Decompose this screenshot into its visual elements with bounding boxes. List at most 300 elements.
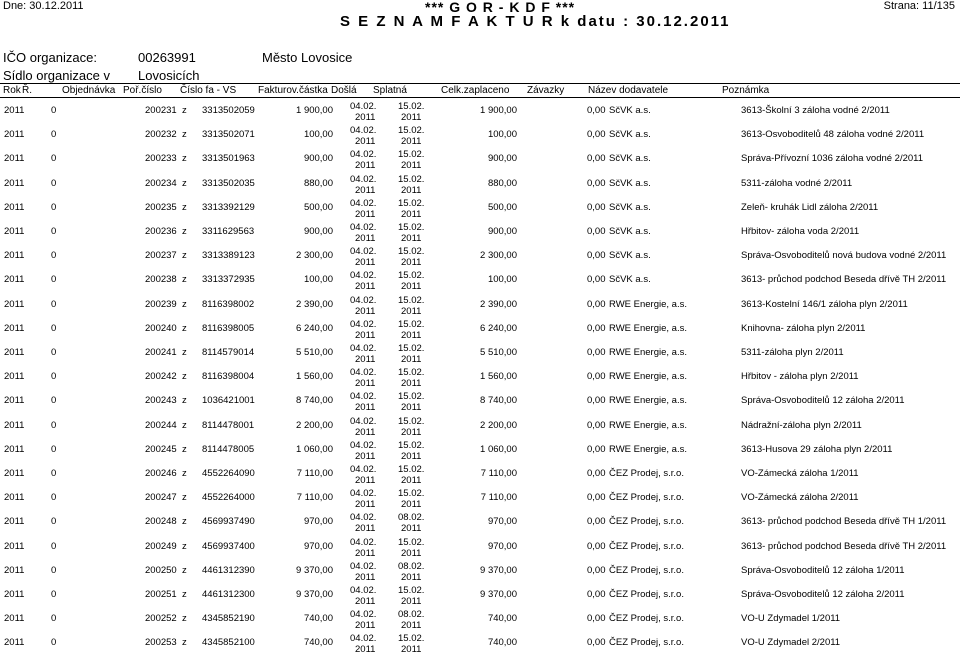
cell-dosla2: 2011: [355, 354, 376, 365]
cell-dosla1: 04.02.: [350, 536, 377, 548]
cell-r: 0: [51, 105, 57, 116]
cell-vs: 8114478005: [202, 443, 255, 455]
table-row: [0, 511, 960, 535]
cell-splatna1: 15.02.: [398, 197, 425, 209]
cell-dosla1: 04.02.: [350, 222, 377, 233]
cell-zavazky: 0,00: [587, 419, 606, 431]
table-row: [0, 584, 960, 608]
cell-splatna2: 2011: [401, 112, 422, 123]
column-header-10: Název dodavatele: [588, 85, 669, 96]
cell-splatna2: 2011: [401, 208, 422, 220]
column-header-3: Poř.číslo: [123, 85, 162, 96]
table-row: [0, 318, 960, 342]
cell-dosla2: 2011: [355, 426, 376, 438]
cell-poznamka: 3613- průchod podchod Beseda dřívě TH 2/2011: [741, 274, 947, 286]
cell-splatna1: 15.02.: [398, 101, 425, 112]
cell-splatna2: 2011: [401, 547, 422, 559]
cell-poznamka: Správa-Osvoboditelů nová budova vodné 2/2011: [741, 250, 947, 262]
cell-castka: 8 740,00: [296, 395, 333, 407]
cell-dosla2: 2011: [355, 208, 376, 220]
cell-dodavatel: SčVK a.s.: [609, 274, 651, 286]
cell-dosla2: 2011: [355, 571, 376, 583]
cell-splatna1: 15.02.: [398, 125, 425, 137]
cell-poznamka: 3613- průchod podchod Beseda dřívě TH 1/2011: [741, 516, 947, 528]
cell-splatna2: 2011: [401, 475, 422, 486]
cell-z: z: [182, 564, 187, 576]
cell-r: 0: [51, 129, 57, 141]
cell-zaplaceno: 880,00: [487, 177, 517, 189]
table-row: [0, 439, 960, 463]
cell-rok: 2011: [4, 637, 25, 649]
cell-dosla1: 04.02.: [350, 585, 377, 596]
cell-dosla2: 2011: [355, 499, 376, 511]
cell-zaplaceno: 100,00: [487, 274, 517, 286]
cell-poznamka: 3613-Osvoboditelů 48 záloha vodné 2/2011: [741, 129, 925, 141]
cell-r: 0: [51, 201, 57, 213]
cell-r: 0: [51, 274, 57, 286]
cell-dosla2: 2011: [355, 160, 376, 172]
cell-vs: 1036421001: [202, 395, 255, 407]
cell-splatna2: 2011: [401, 450, 422, 462]
cell-vs: 8116398004: [202, 371, 255, 383]
cell-splatna2: 2011: [401, 644, 422, 656]
cell-rok: 2011: [4, 177, 25, 189]
cell-vs: 4345852190: [202, 613, 255, 625]
cell-dodavatel: RWE Energie, a.s.: [609, 371, 687, 383]
cell-z: z: [182, 322, 187, 334]
cell-rok: 2011: [4, 347, 25, 358]
cell-splatna2: 2011: [401, 160, 422, 172]
cell-dosla1: 04.02.: [350, 197, 377, 209]
table-row: [0, 269, 960, 293]
cell-rok: 2011: [4, 371, 25, 383]
cell-dosla1: 04.02.: [350, 464, 377, 475]
cell-poznamka: 5311-záloha vodné 2/2011: [741, 177, 853, 189]
cell-zavazky: 0,00: [587, 371, 606, 383]
cell-por: 200241: [145, 347, 177, 358]
cell-poznamka: Hřbitov - záloha plyn 2/2011: [741, 371, 859, 383]
cell-castka: 1 900,00: [296, 105, 333, 116]
cell-castka: 2 390,00: [296, 298, 333, 310]
cell-splatna2: 2011: [401, 499, 422, 511]
cell-splatna1: 08.02.: [398, 609, 425, 621]
cell-vs: 3313502071: [202, 129, 255, 141]
cell-poznamka: 5311-záloha plyn 2/2011: [741, 347, 844, 358]
cell-zaplaceno: 2 200,00: [480, 419, 517, 431]
cell-dosla2: 2011: [355, 620, 376, 632]
table-row: [0, 294, 960, 318]
cell-r: 0: [51, 298, 57, 310]
cell-zaplaceno: 2 390,00: [480, 298, 517, 310]
cell-castka: 5 510,00: [296, 347, 333, 358]
cell-z: z: [182, 589, 187, 600]
cell-vs: 8114478001: [202, 419, 255, 431]
cell-zavazky: 0,00: [587, 443, 606, 455]
cell-por: 200249: [145, 540, 177, 552]
cell-castka: 740,00: [303, 613, 333, 625]
cell-zaplaceno: 740,00: [487, 637, 517, 649]
cell-dodavatel: ČEZ Prodej, s.r.o.: [609, 589, 684, 600]
report-date: Dne: 30.12.2011: [3, 0, 84, 12]
cell-zavazky: 0,00: [587, 395, 606, 407]
table-row: [0, 390, 960, 414]
cell-rok: 2011: [4, 492, 25, 504]
cell-splatna2: 2011: [401, 305, 422, 317]
cell-splatna1: 15.02.: [398, 391, 425, 403]
cell-dosla1: 04.02.: [350, 173, 377, 185]
table-row: [0, 221, 960, 245]
cell-splatna1: 08.02.: [398, 560, 425, 572]
cell-rok: 2011: [4, 589, 25, 600]
cell-por: 200234: [145, 177, 177, 189]
cell-zaplaceno: 970,00: [487, 516, 517, 528]
cell-splatna1: 15.02.: [398, 318, 425, 330]
cell-zavazky: 0,00: [587, 177, 606, 189]
cell-vs: 3313389123: [202, 250, 255, 262]
cell-zaplaceno: 500,00: [487, 201, 517, 213]
cell-zavazky: 0,00: [587, 201, 606, 213]
cell-vs: 3313501963: [202, 153, 255, 165]
cell-splatna1: 15.02.: [398, 585, 425, 596]
cell-dosla2: 2011: [355, 233, 376, 244]
cell-vs: 3311629563: [202, 226, 255, 237]
cell-splatna2: 2011: [401, 378, 422, 390]
cell-vs: 4345852100: [202, 637, 255, 649]
cell-castka: 970,00: [303, 516, 333, 528]
cell-splatna2: 2011: [401, 184, 422, 196]
cell-zavazky: 0,00: [587, 298, 606, 310]
cell-zaplaceno: 1 060,00: [480, 443, 517, 455]
cell-dosla1: 04.02.: [350, 560, 377, 572]
cell-dosla1: 04.02.: [350, 125, 377, 137]
cell-castka: 500,00: [303, 201, 333, 213]
table-row: [0, 415, 960, 439]
cell-r: 0: [51, 468, 57, 479]
cell-z: z: [182, 347, 187, 358]
table-row: [0, 366, 960, 390]
table-row: [0, 173, 960, 197]
cell-zaplaceno: 100,00: [487, 129, 517, 141]
cell-zavazky: 0,00: [587, 274, 606, 286]
cell-por: 200247: [145, 492, 177, 504]
cell-poznamka: Správa-Osvoboditelů 12 záloha 2/2011: [741, 589, 905, 600]
cell-r: 0: [51, 540, 57, 552]
cell-dosla2: 2011: [355, 329, 376, 341]
cell-zaplaceno: 5 510,00: [480, 347, 517, 358]
cell-zavazky: 0,00: [587, 613, 606, 625]
cell-por: 200236: [145, 226, 177, 237]
cell-zavazky: 0,00: [587, 564, 606, 576]
cell-zaplaceno: 900,00: [487, 226, 517, 237]
cell-dodavatel: SčVK a.s.: [609, 105, 651, 116]
cell-zavazky: 0,00: [587, 468, 606, 479]
cell-splatna1: 15.02.: [398, 343, 425, 354]
cell-r: 0: [51, 395, 57, 407]
column-header-2: Objednávka: [62, 85, 116, 96]
cell-dosla1: 04.02.: [350, 149, 377, 161]
table-row: [0, 197, 960, 221]
cell-dodavatel: RWE Energie, a.s.: [609, 298, 687, 310]
cell-por: 200243: [145, 395, 177, 407]
cell-rok: 2011: [4, 226, 25, 237]
cell-splatna2: 2011: [401, 233, 422, 244]
cell-dodavatel: ČEZ Prodej, s.r.o.: [609, 540, 684, 552]
cell-rok: 2011: [4, 443, 25, 455]
cell-por: 200251: [145, 589, 177, 600]
cell-castka: 7 110,00: [296, 468, 333, 479]
cell-castka: 970,00: [303, 540, 333, 552]
cell-por: 200235: [145, 201, 177, 213]
cell-z: z: [182, 105, 187, 116]
cell-r: 0: [51, 637, 57, 649]
cell-castka: 100,00: [303, 274, 333, 286]
cell-dosla1: 04.02.: [350, 512, 377, 524]
cell-dosla2: 2011: [355, 475, 376, 486]
cell-vs: 4461312300: [202, 589, 255, 600]
cell-splatna1: 15.02.: [398, 415, 425, 427]
cell-rok: 2011: [4, 613, 25, 625]
cell-poznamka: 3613-Kostelní 146/1 záloha plyn 2/2011: [741, 298, 908, 310]
cell-dosla2: 2011: [355, 184, 376, 196]
cell-r: 0: [51, 564, 57, 576]
cell-splatna2: 2011: [401, 329, 422, 341]
cell-por: 200253: [145, 637, 177, 649]
cell-dosla2: 2011: [355, 644, 376, 656]
cell-dodavatel: RWE Energie, a.s.: [609, 347, 687, 358]
cell-dosla1: 04.02.: [350, 270, 377, 282]
cell-vs: 3313392129: [202, 201, 255, 213]
cell-zavazky: 0,00: [587, 322, 606, 334]
cell-rok: 2011: [4, 153, 25, 165]
cell-dodavatel: RWE Energie, a.s.: [609, 443, 687, 455]
cell-splatna2: 2011: [401, 620, 422, 632]
column-header-4: Číslo fa - VS: [180, 85, 237, 96]
cell-dosla1: 04.02.: [350, 367, 377, 379]
cell-zavazky: 0,00: [587, 250, 606, 262]
cell-dosla2: 2011: [355, 402, 376, 414]
cell-r: 0: [51, 371, 57, 383]
cell-por: 200248: [145, 516, 177, 528]
column-header-7: Splatná: [373, 85, 407, 96]
cell-dodavatel: RWE Energie, a.s.: [609, 322, 687, 334]
cell-por: 200245: [145, 443, 177, 455]
cell-dosla1: 04.02.: [350, 439, 377, 451]
cell-rok: 2011: [4, 468, 25, 479]
cell-dosla2: 2011: [355, 281, 376, 293]
cell-rok: 2011: [4, 516, 25, 528]
cell-z: z: [182, 129, 187, 141]
cell-dosla1: 04.02.: [350, 415, 377, 427]
cell-r: 0: [51, 419, 57, 431]
cell-por: 200233: [145, 153, 177, 165]
column-header-8: Celk.zaplaceno: [441, 85, 510, 96]
cell-zavazky: 0,00: [587, 105, 606, 116]
cell-r: 0: [51, 589, 57, 600]
cell-poznamka: Knihovna- záloha plyn 2/2011: [741, 322, 866, 334]
cell-vs: 4552264090: [202, 468, 255, 479]
cell-castka: 6 240,00: [296, 322, 333, 334]
cell-dosla1: 04.02.: [350, 391, 377, 403]
cell-zavazky: 0,00: [587, 516, 606, 528]
cell-por: 200232: [145, 129, 177, 141]
cell-dodavatel: SčVK a.s.: [609, 226, 651, 237]
cell-zaplaceno: 7 110,00: [480, 468, 517, 479]
cell-dosla2: 2011: [355, 523, 376, 535]
cell-splatna2: 2011: [401, 354, 422, 365]
cell-z: z: [182, 153, 187, 165]
cell-rok: 2011: [4, 274, 25, 286]
cell-splatna2: 2011: [401, 571, 422, 583]
cell-zaplaceno: 740,00: [487, 613, 517, 625]
cell-zavazky: 0,00: [587, 347, 606, 358]
cell-r: 0: [51, 322, 57, 334]
table-row: [0, 100, 960, 124]
cell-zavazky: 0,00: [587, 492, 606, 504]
cell-zavazky: 0,00: [587, 589, 606, 600]
cell-castka: 9 370,00: [296, 589, 333, 600]
table-row: [0, 487, 960, 511]
cell-castka: 2 300,00: [296, 250, 333, 262]
cell-castka: 900,00: [303, 226, 333, 237]
cell-poznamka: Zeleň- kruhák Lidl záloha 2/2011: [741, 201, 879, 213]
cell-dosla1: 04.02.: [350, 294, 377, 306]
cell-splatna2: 2011: [401, 426, 422, 438]
cell-splatna2: 2011: [401, 402, 422, 414]
cell-zaplaceno: 8 740,00: [480, 395, 517, 407]
table-row: [0, 245, 960, 269]
cell-r: 0: [51, 347, 57, 358]
cell-rok: 2011: [4, 322, 25, 334]
cell-zavazky: 0,00: [587, 153, 606, 165]
cell-castka: 900,00: [303, 153, 333, 165]
cell-dodavatel: SčVK a.s.: [609, 153, 651, 165]
cell-vs: 8116398005: [202, 322, 255, 334]
cell-z: z: [182, 274, 187, 286]
cell-splatna1: 15.02.: [398, 294, 425, 306]
cell-splatna1: 15.02.: [398, 439, 425, 451]
cell-dodavatel: SčVK a.s.: [609, 250, 651, 262]
cell-zavazky: 0,00: [587, 226, 606, 237]
cell-poznamka: 3613- průchod podchod Beseda dřívě TH 2/2011: [741, 540, 947, 552]
cell-rok: 2011: [4, 105, 25, 116]
cell-r: 0: [51, 250, 57, 262]
header-top-rule: [0, 83, 960, 84]
cell-dodavatel: ČEZ Prodej, s.r.o.: [609, 637, 684, 649]
cell-dodavatel: ČEZ Prodej, s.r.o.: [609, 516, 684, 528]
cell-por: 200231: [145, 105, 177, 116]
cell-por: 200242: [145, 371, 177, 383]
cell-dodavatel: ČEZ Prodej, s.r.o.: [609, 613, 684, 625]
cell-dosla2: 2011: [355, 305, 376, 317]
cell-rok: 2011: [4, 201, 25, 213]
cell-vs: 3313372935: [202, 274, 255, 286]
table-row: [0, 148, 960, 172]
cell-zaplaceno: 9 370,00: [480, 564, 517, 576]
cell-castka: 1 060,00: [296, 443, 333, 455]
cell-rok: 2011: [4, 564, 25, 576]
cell-zaplaceno: 6 240,00: [480, 322, 517, 334]
cell-dosla1: 04.02.: [350, 609, 377, 621]
cell-poznamka: Hřbitov- záloha voda 2/2011: [741, 226, 860, 237]
seat-value: Lovosicích: [138, 68, 200, 83]
cell-vs: 3313502059: [202, 105, 255, 116]
cell-dosla1: 04.02.: [350, 343, 377, 354]
cell-zaplaceno: 2 300,00: [480, 250, 517, 262]
report-title: S E Z N A M F A K T U R k datu : 30.12.2011: [340, 13, 731, 30]
table-row: [0, 560, 960, 584]
cell-castka: 100,00: [303, 129, 333, 141]
cell-r: 0: [51, 226, 57, 237]
cell-por: 200252: [145, 613, 177, 625]
cell-poznamka: VO-Zámecká záloha 1/2011: [741, 468, 859, 479]
cell-rok: 2011: [4, 395, 25, 407]
cell-por: 200250: [145, 564, 177, 576]
cell-splatna1: 15.02.: [398, 464, 425, 475]
cell-vs: 4461312390: [202, 564, 255, 576]
cell-vs: 8116398002: [202, 298, 255, 310]
cell-z: z: [182, 226, 187, 237]
cell-dosla1: 04.02.: [350, 101, 377, 112]
cell-zavazky: 0,00: [587, 540, 606, 552]
cell-rok: 2011: [4, 540, 25, 552]
cell-z: z: [182, 468, 187, 479]
cell-splatna1: 15.02.: [398, 536, 425, 548]
cell-dosla2: 2011: [355, 112, 376, 123]
cell-vs: 4569937400: [202, 540, 255, 552]
cell-splatna2: 2011: [401, 523, 422, 535]
cell-z: z: [182, 250, 187, 262]
cell-z: z: [182, 540, 187, 552]
cell-dodavatel: ČEZ Prodej, s.r.o.: [609, 492, 684, 504]
cell-dosla2: 2011: [355, 450, 376, 462]
cell-z: z: [182, 371, 187, 383]
cell-dodavatel: SčVK a.s.: [609, 201, 651, 213]
cell-dodavatel: ČEZ Prodej, s.r.o.: [609, 564, 684, 576]
cell-dosla1: 04.02.: [350, 318, 377, 330]
cell-splatna2: 2011: [401, 596, 422, 607]
cell-poznamka: VO-U Zdymadel 2/2011: [741, 637, 841, 649]
cell-poznamka: VO-Zámecká záloha 2/2011: [741, 492, 859, 504]
column-header-11: Poznámka: [722, 85, 770, 96]
cell-poznamka: Správa-Přívozní 1036 záloha vodné 2/2011: [741, 153, 924, 165]
column-header-1: Ř.: [22, 85, 32, 96]
cell-por: 200239: [145, 298, 177, 310]
cell-splatna1: 15.02.: [398, 270, 425, 282]
cell-zaplaceno: 7 110,00: [480, 492, 517, 504]
cell-zaplaceno: 900,00: [487, 153, 517, 165]
cell-dodavatel: ČEZ Prodej, s.r.o.: [609, 468, 684, 479]
cell-rok: 2011: [4, 250, 25, 262]
cell-dosla2: 2011: [355, 257, 376, 269]
cell-dosla2: 2011: [355, 136, 376, 148]
cell-dosla1: 04.02.: [350, 633, 377, 645]
cell-poznamka: 3613-Školní 3 záloha vodné 2/2011: [741, 105, 890, 116]
cell-z: z: [182, 443, 187, 455]
cell-castka: 2 200,00: [296, 419, 333, 431]
ico-value: 00263991: [138, 50, 196, 65]
cell-dosla1: 04.02.: [350, 246, 377, 258]
column-header-9: Závazky: [527, 85, 565, 96]
cell-z: z: [182, 298, 187, 310]
cell-vs: 3313502035: [202, 177, 255, 189]
cell-z: z: [182, 516, 187, 528]
cell-dodavatel: RWE Energie, a.s.: [609, 395, 687, 407]
cell-splatna1: 15.02.: [398, 149, 425, 161]
cell-castka: 9 370,00: [296, 564, 333, 576]
cell-rok: 2011: [4, 129, 25, 141]
table-row: [0, 463, 960, 487]
table-row: [0, 536, 960, 560]
